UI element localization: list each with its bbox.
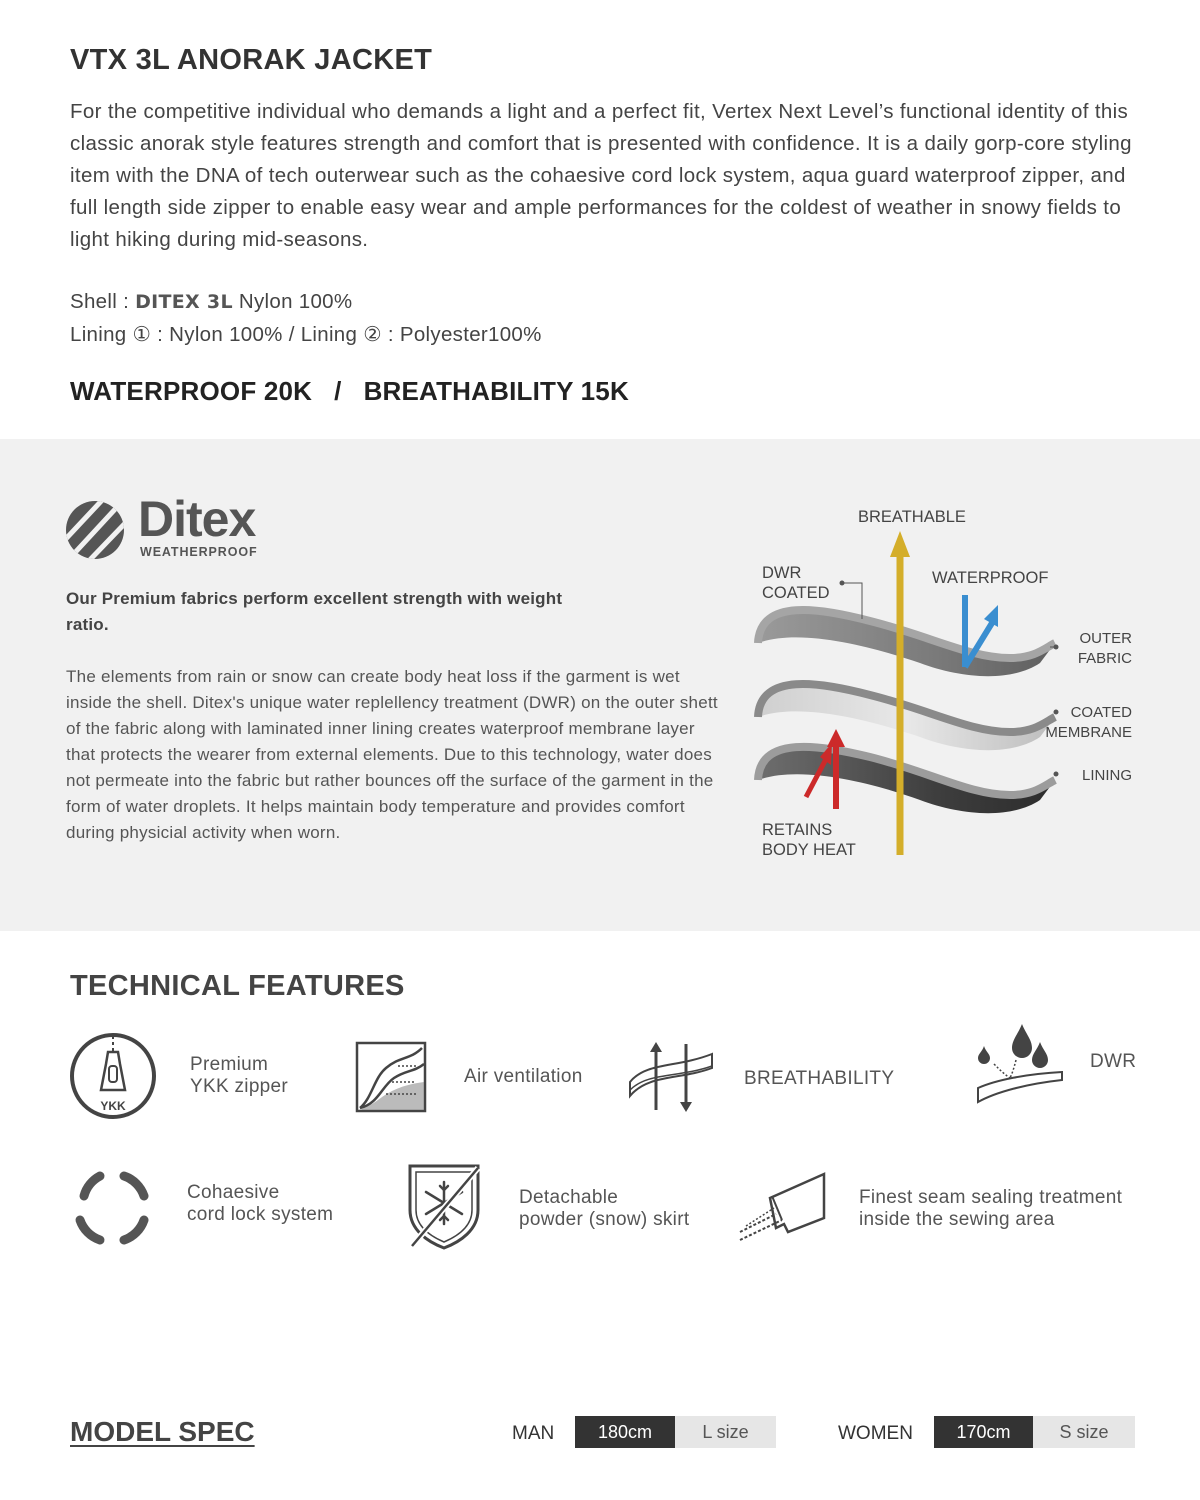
cord-lock-icon [70,1166,154,1250]
ditex-emblem-icon [66,500,128,562]
label-dwr-coated: DWR COATED [762,564,830,602]
snow-skirt-icon [404,1160,484,1250]
breathability-icon [626,1038,716,1128]
spec-women-label: WOMEN [838,1423,913,1444]
fabric-layer-diagram [740,495,1160,875]
breathability-rating: BREATHABILITY 15K [363,376,629,406]
ditex-logo-word: Ditex [138,491,256,547]
label-coated-membrane: COATED MEMBRANE [1045,704,1132,741]
spec-man-size: L size [675,1416,776,1448]
spec-man-height: 180cm [575,1416,675,1448]
product-title: VTX 3L ANORAK JACKET [70,44,433,76]
feature-seam-sealing-label: Finest seam sealing treatment inside the sewing area [859,1187,1123,1230]
ditex-logo-sub: WEATHERPROOF [140,545,258,559]
feature-snow-skirt-label: Detachable powder (snow) skirt [519,1187,690,1230]
feature-breathability-label: BREATHABILITY [744,1068,895,1089]
feature-dwr-label: DWR [1090,1051,1137,1072]
lining-material: Lining ① : Nylon 100% / Lining ② : Polyester100% [70,323,542,346]
performance-specs [70,376,629,407]
ditex-logo [66,491,306,562]
spec-women-height: 170cm [934,1416,1033,1448]
waterproof-rating: WATERPROOF 20K [70,376,313,406]
shell-brand: DITEX 3L [135,291,233,313]
label-retains-body-heat: RETAINS BODY HEAT [762,821,856,859]
label-waterproof: WATERPROOF [932,569,1049,587]
spec-women-size: S size [1033,1416,1135,1448]
feature-air-ventilation-label: Air ventilation [464,1066,583,1087]
technical-features-title: TECHNICAL FEATURES [70,970,405,1002]
dwr-icon [966,1020,1066,1106]
air-ventilation-icon [352,1038,432,1118]
shell-material [70,290,352,314]
fabric-layers-illustration [740,495,1160,875]
label-lining: LINING [1081,767,1132,784]
model-spec-title: MODEL SPEC [70,1416,255,1447]
feature-ykk-label: Premium YKK zipper [190,1054,289,1097]
ykk-zipper-icon [68,1030,158,1120]
shell-fabric: Nylon 100% [232,290,353,313]
ykk-text: YKK [100,1099,126,1113]
label-outer-fabric: OUTER FABRIC [1077,630,1132,667]
ditex-lead: Our Premium fabrics perform excellent strength with weight ratio. [66,589,563,634]
product-description: For the competitive individual who demands a light and a perfect fit, Vertex Next Level’s functional identity of this classic anorak style features strength and comfort that is presented with confidence. It is a daily gorp-core styling item with the DNA of tech outerwear such as the cohaesive cord lock system, aqua guard waterproof zipper, and full length side zipper to enable easy wear and ample performances for the coldest of weather in snowy fields to light hiking during mid-seasons. [70,100,1132,251]
spec-separator: / [334,376,342,406]
label-breathable: BREATHABLE [858,508,966,526]
ditex-body: The elements from rain or snow can create body heat loss if the garment is wet inside the shell. Ditex's unique water replellency treatment (DWR) on the outer shett of the fabric along with laminated inner lining creates waterproof membrane layer that protects the wearer from external elements. Due to this technology, water does not permeate into the fabric but rather bounces off the surface of the garment in the form of water droplets. It helps maintain body temperature and provides comfort during physicial activity when worn. [66,667,718,842]
feature-cord-lock-label: Cohaesive cord lock system [187,1182,334,1225]
seam-sealing-icon [736,1168,832,1244]
spec-man-label: MAN [512,1423,555,1444]
shell-prefix: Shell : [70,290,136,313]
